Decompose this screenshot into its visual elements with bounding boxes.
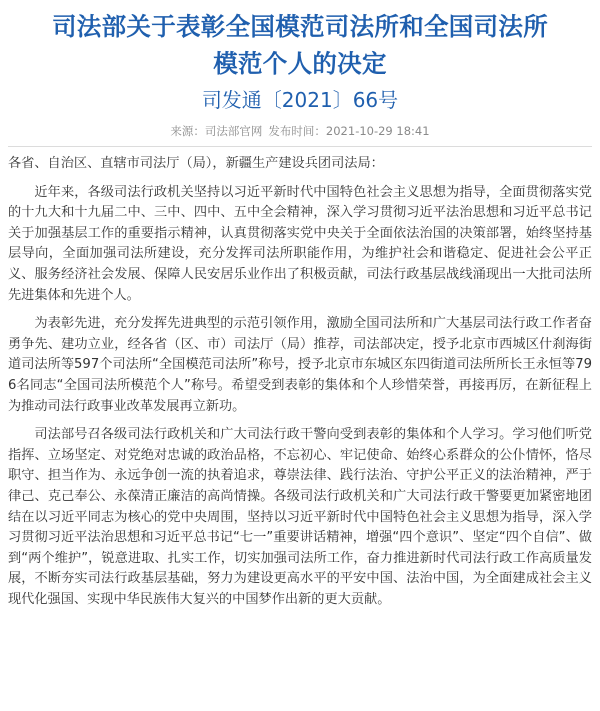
document-number: 司发通〔2021〕66号 (201, 88, 399, 112)
article-title (0, 0, 600, 82)
salutation: 各省、自治区、直辖市司法厅（局），新疆生产建设兵团司法局： (8, 156, 384, 171)
header-divider (8, 146, 592, 147)
article-body (8, 154, 592, 618)
body-paragraph-3: 司法部号召各级司法行政机关和广大司法行政干警向受到表彰的集体和个人学习。学习他们听党指挥、立场坚定、对党绝对忠诚的政治品格，不忘初心、牢记使命、始终心系群众的公仆情怀，恪尽职守、担当作为、永远争创一流的执着追求，尊崇法律、践行法治、守护公平正义的法治精神，严于律己、克己奉公、永葆清正廉洁的高尚情操。各级司法行政机关和广大司法行政干警要更加紧密地团结在以习近平同志为核心的党中央周围，坚持以习近平新时代中国特色社会主义思想为指导，深入学习贯彻习近平法治思想和习近平总书记“七一”重要讲话精神，增强“四个意识”、坚定“四个自信”、做到“两个维护”，锐意进取、扎实工作，切实加强司法所工作，奋力推进新时代司法行政工作高质量发展，不断夯实司法行政基层基础，努力为建设更高水平的平安中国、法治中国，为全面建成社会主义现代化强国、实现中华民族伟大复兴的中国梦作出新的更大贡献。 (8, 427, 592, 607)
article-meta (0, 123, 600, 139)
body-paragraph-2: 为表彰先进，充分发挥先进典型的示范引领作用，激励全国司法所和广大基层司法行政工作者奋勇争先、建功立业，经各省（区、市）司法厅（局）推荐，司法部决定，授予北京市西城区什刹海街道司法所等597个司法所“全国模范司法所”称号，授予北京市东城区东四街道司法所所长王永恒等796名同志“全国司法所模范个人”称号。希望受到表彰的集体和个人珍惜荣誉，再接再厉，在新征程上为推动司法行政事业改革发展再立新功。 (8, 316, 592, 414)
article-title-line-2: 模范个人的决定 (213, 49, 387, 78)
article-title-line-1: 司法部关于表彰全国模范司法所和全国司法所 (52, 12, 548, 41)
publish-time: 发布时间：2021-10-29 18:41 (268, 124, 430, 138)
body-paragraph-1: 近年来，各级司法行政机关坚持以习近平新时代中国特色社会主义思想为指导，全面贯彻落实党的十九大和十九届二中、三中、四中、五中全会精神，深入学习贯彻习近平法治思想和习近平总书记关于加强基层工作的重要指示精神，认真贯彻落实党中央关于全面依法治国的决策部署，始终坚持基层导向，全面加强司法所建设，充分发挥司法所职能作用，为维护社会和谐稳定、促进社会公平正义、服务经济社会发展、保障人民安居乐业作出了积极贡献，司法行政基层战线涌现出一大批司法所先进集体和先进个人。 (8, 184, 592, 303)
source-label: 来源：司法部官网 (170, 124, 263, 138)
